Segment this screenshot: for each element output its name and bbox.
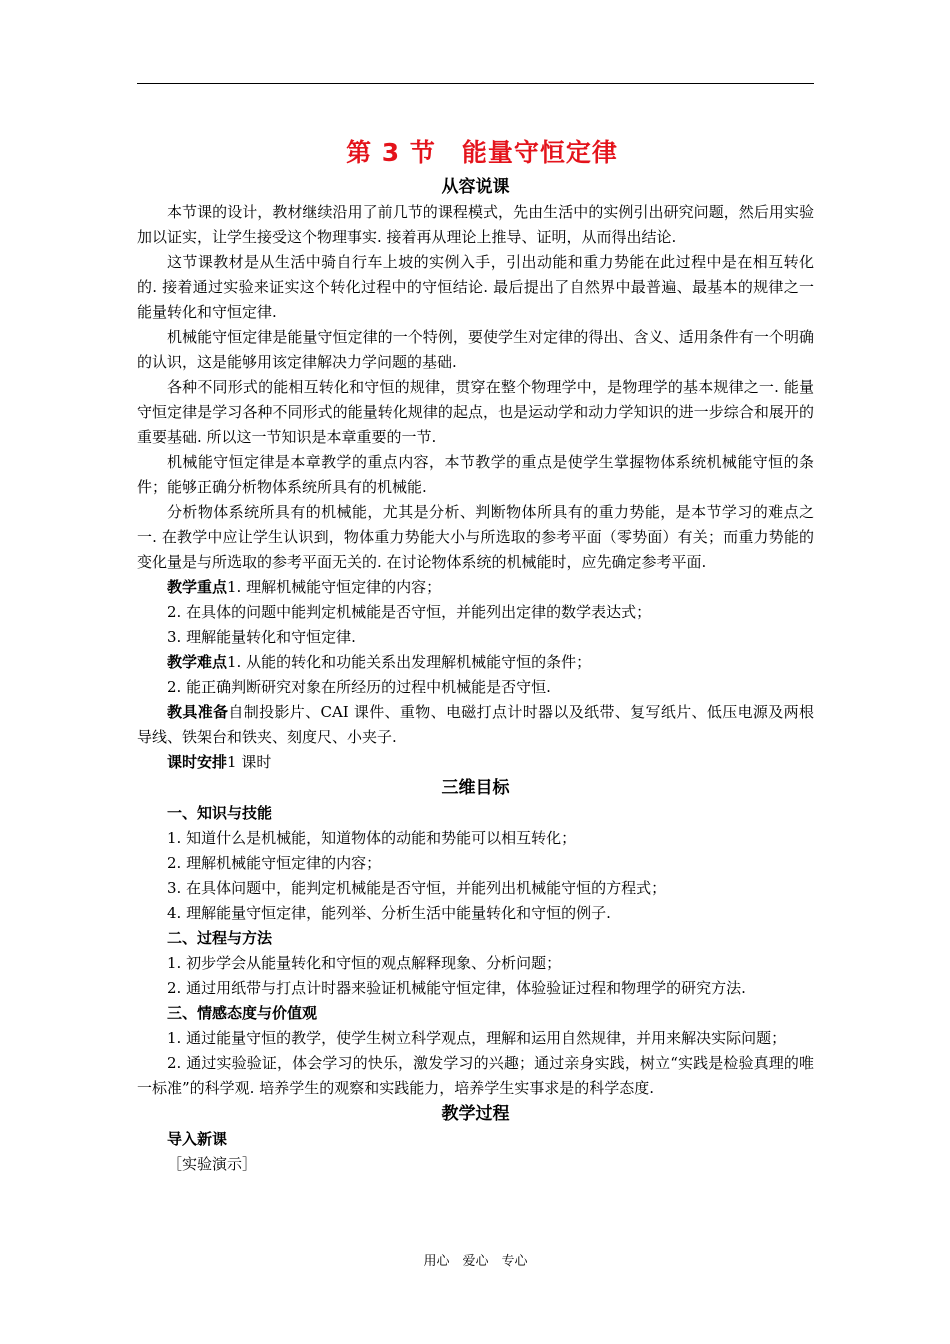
materials-text: 自制投影片、CAI 课件、重物、电磁打点计时器以及纸带、复写纸片、低压电源及两根导线、铁架台和铁夹、刻度尺、小夹子. — [137, 703, 814, 746]
paragraph: 机械能守恒定律是能量守恒定律的一个特例，要使学生对定律的得出、含义、适用条件有一个明确的认识，这是能够用该定律解决力学问题的基础. — [137, 328, 814, 371]
objective-item: 1. 通过能量守恒的教学，使学生树立科学观点，理解和运用自然规律，并用来解决实际问题； — [167, 1029, 787, 1047]
paragraph: 各种不同形式的能相互转化和守恒的规律，贯穿在整个物理学中，是物理学的基本规律之一. 能量守恒定律是学习各种不同形式的能量转化规律的起点，也是运动学和动力学知识的进一步综合和展开的重要基础. 所以这一节知识是本章重要的一节. — [137, 378, 814, 446]
section-heading-objectives: 三维目标 — [441, 778, 510, 798]
schedule-label: 课时安排 — [167, 753, 228, 771]
difficulties-label: 教学难点 — [167, 653, 228, 671]
key-point-item: 1. 理解机械能守恒定律的内容； — [227, 578, 442, 596]
objective-item: 2. 通过用纸带与打点计时器来验证机械能守恒定律，体验验证过程和物理学的研究方法. — [167, 979, 746, 997]
objective-item: 2. 通过实验验证，体会学习的快乐，激发学习的兴趣；通过亲身实践，树立“实践是检验真理的唯一标准”的科学观. 培养学生的观察和实践能力，培养学生实事求是的科学态度. — [137, 1054, 814, 1097]
objective-item: 3. 在具体问题中，能判定机械能是否守恒，并能列出机械能守恒的方程式； — [167, 879, 667, 897]
key-points-label: 教学重点 — [167, 578, 228, 596]
objective-item: 4. 理解能量守恒定律，能列举、分析生活中能量转化和守恒的例子. — [167, 904, 611, 922]
page-title: 第 3 节 能量守恒定律 — [346, 138, 618, 167]
section-heading-lesson-notes: 从容说课 — [441, 177, 510, 197]
materials-line — [137, 700, 814, 750]
difficulties-line — [137, 650, 814, 675]
objective-item: 1. 知道什么是机械能，知道物体的动能和势能可以相互转化； — [167, 829, 577, 847]
materials-label: 教具准备 — [167, 703, 229, 721]
page-footer: 用心 爱心 专心 — [423, 1254, 528, 1269]
objective-group-title: 一、知识与技能 — [167, 804, 273, 822]
paragraph: 本节课的设计，教材继续沿用了前几节的课程模式，先由生活中的实例引出研究问题，然后用实验加以证实，让学生接受这个物理事实. 接着再从理论上推导、证明，从而得出结论. — [137, 203, 814, 246]
key-points-line — [137, 575, 814, 600]
paragraph: 这节课教材是从生活中骑自行车上坡的实例入手，引出动能和重力势能在此过程中是在相互转化的. 接着通过实验来证实这个转化过程中的守恒结论. 最后提出了自然界中最普遍、最基本的规律之一能量转化和守恒定律. — [137, 253, 814, 321]
objective-item: 2. 理解机械能守恒定律的内容； — [167, 854, 382, 872]
paragraph: 机械能守恒定律是本章教学的重点内容，本节教学的重点是使学生掌握物体系统机械能守恒的条件；能够正确分析物体系统所具有的机械能. — [137, 453, 814, 496]
key-point-item: 2. 在具体的问题中能判定机械能是否守恒，并能列出定律的数学表达式； — [167, 603, 652, 621]
paragraph: 分析物体系统所具有的机械能，尤其是分析、判断物体所具有的重力势能，是本节学习的难点之一. 在教学中应让学生认识到，物体重力势能大小与所选取的参考平面（零势面）有关；而重力势能的变化量是与所选取的参考平面无关的. 在讨论物体系统的机械能时，应先确定参考平面. — [137, 503, 814, 571]
key-point-item: 3. 理解能量转化和守恒定律. — [167, 628, 356, 646]
demo-label: ［实验演示］ — [167, 1155, 258, 1173]
objective-group-title: 二、过程与方法 — [167, 929, 273, 947]
header-rule — [137, 83, 814, 84]
schedule-text: 1 课时 — [227, 753, 272, 771]
difficulty-item: 1. 从能的转化和功能关系出发理解机械能守恒的条件； — [227, 653, 592, 671]
section-heading-process: 教学过程 — [441, 1104, 510, 1124]
objective-group-title: 三、情感态度与价值观 — [167, 1004, 318, 1022]
schedule-line — [137, 750, 814, 775]
subsection-title: 导入新课 — [167, 1130, 228, 1148]
objective-item: 1. 初步学会从能量转化和守恒的观点解释现象、分析问题； — [167, 954, 562, 972]
difficulty-item: 2. 能正确判断研究对象在所经历的过程中机械能是否守恒. — [167, 678, 551, 696]
document-body — [137, 174, 814, 1177]
